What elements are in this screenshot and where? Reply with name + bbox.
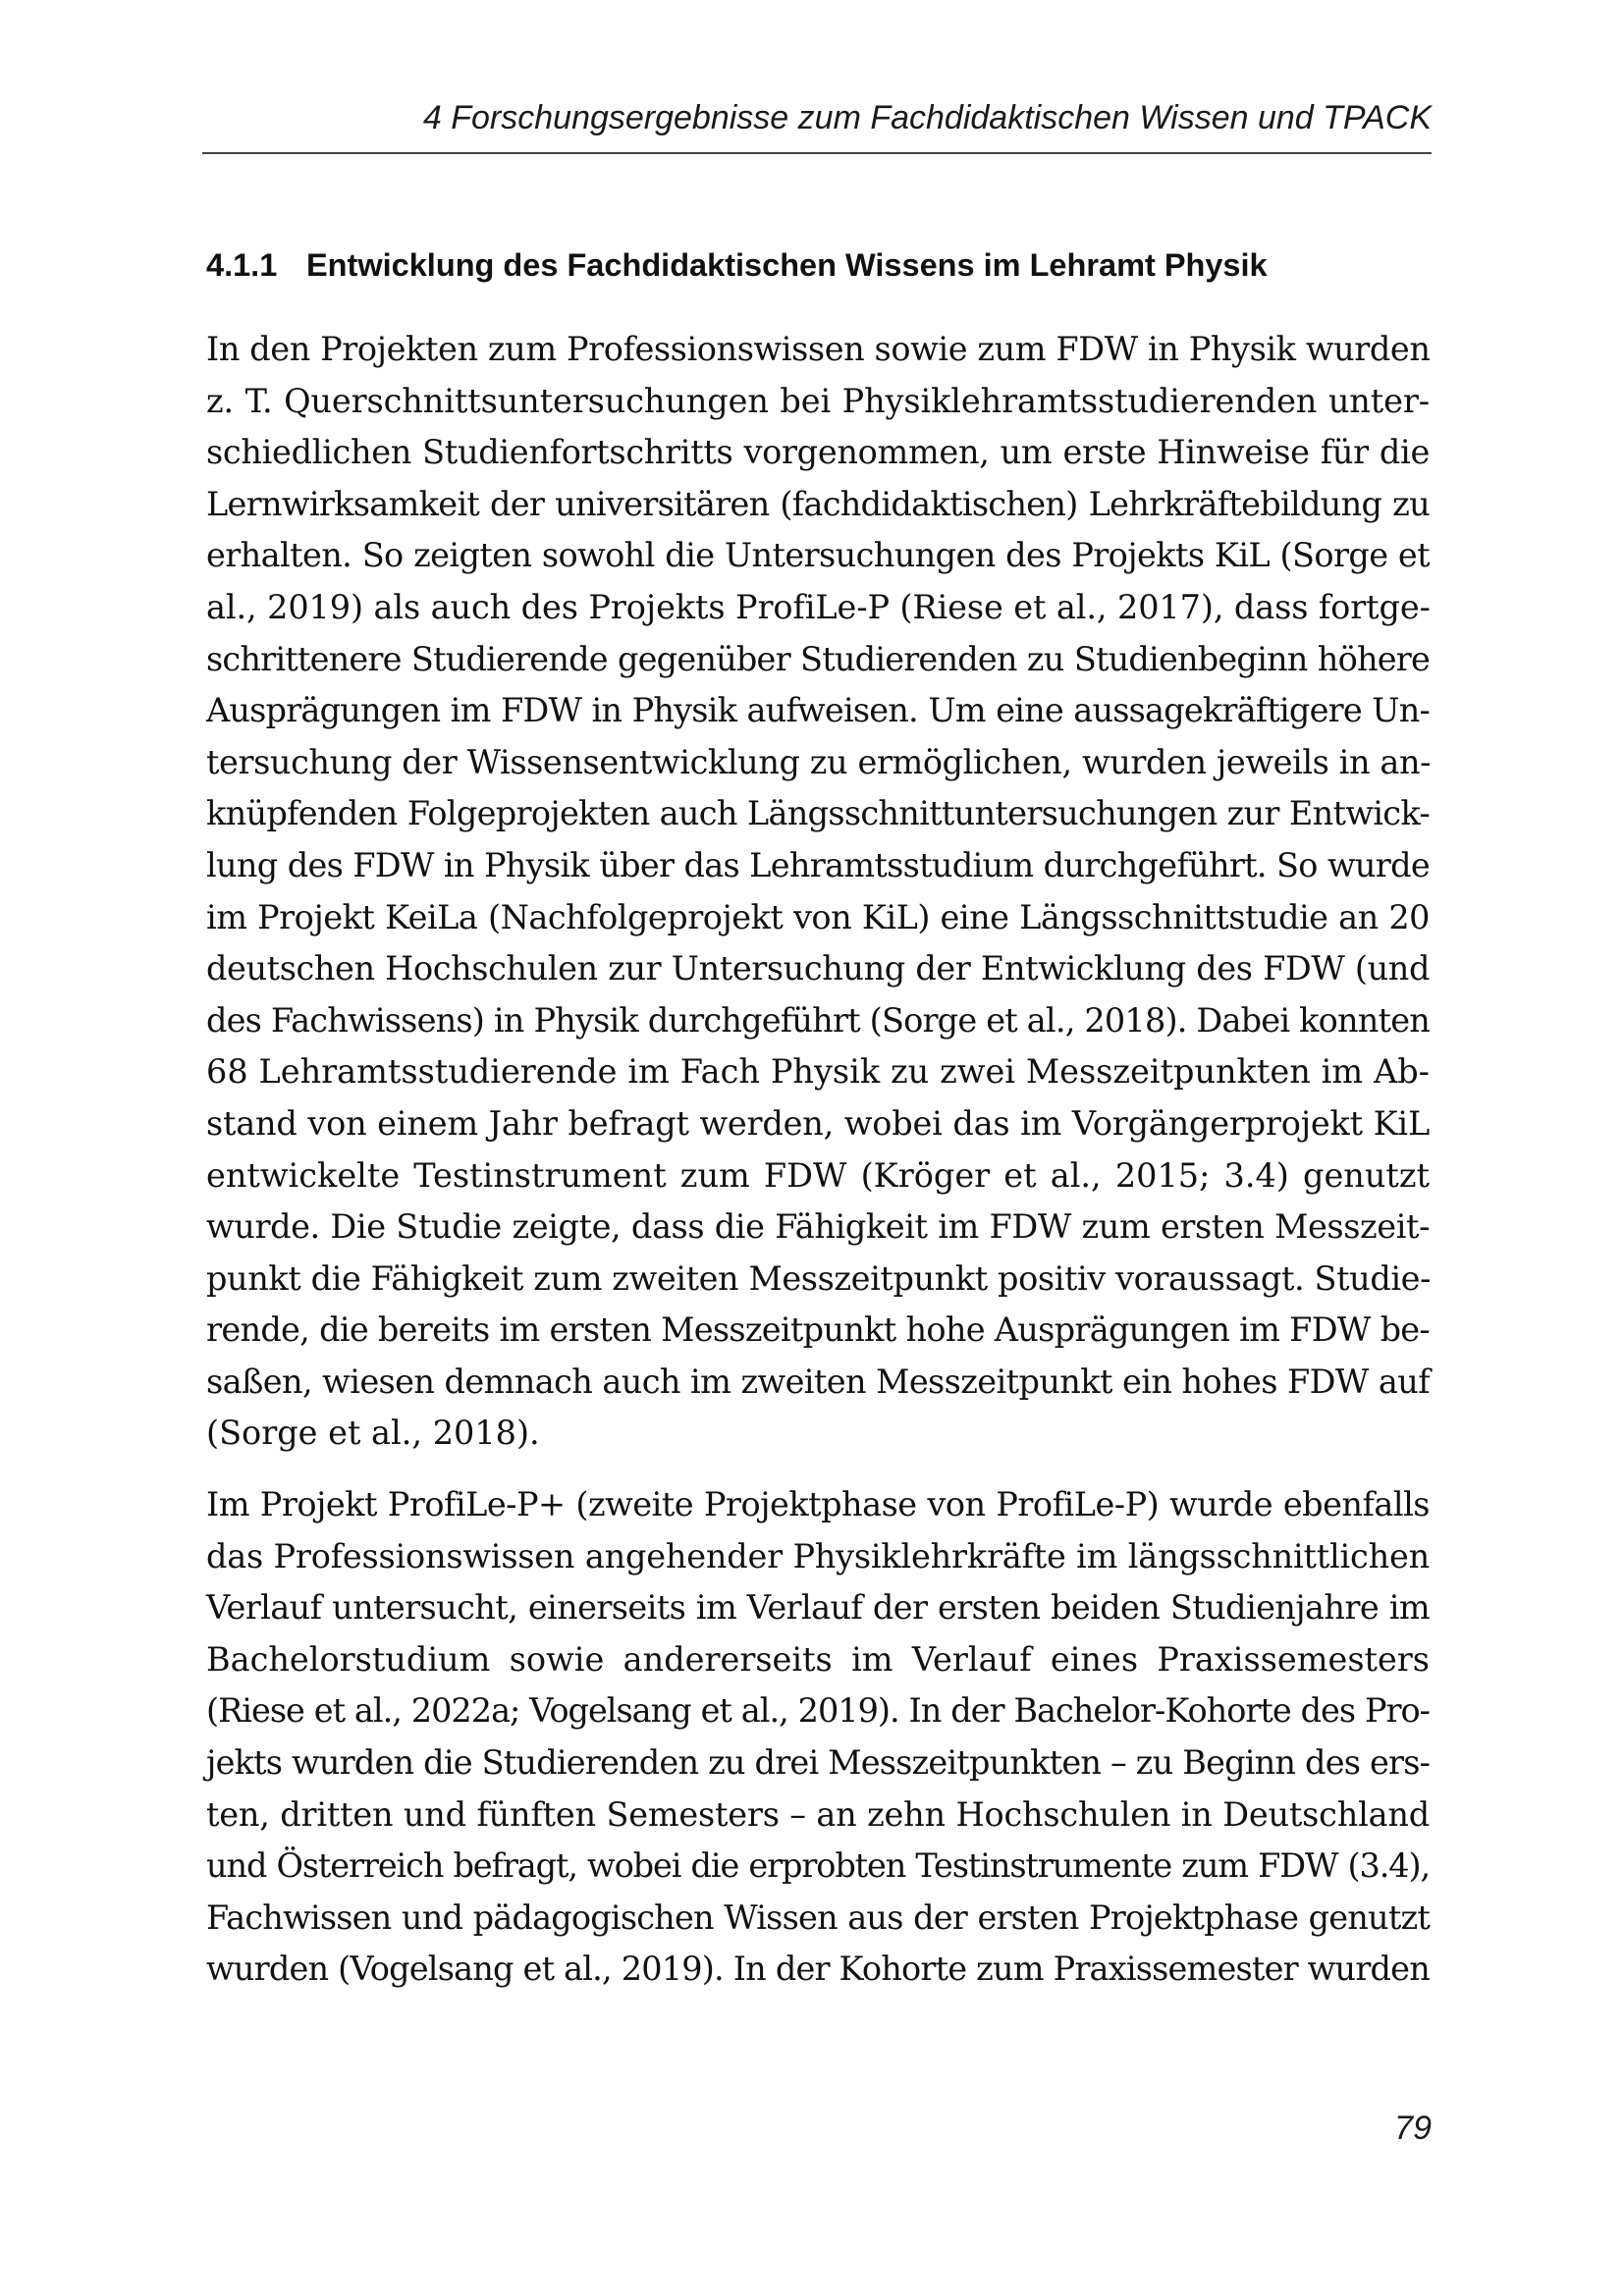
text-line: des Fachwissens) in Physik durchgeführt (Sorge et al., 2018). Dabei konnten	[206, 1000, 1430, 1040]
text-line: punkt die Fähigkeit zum zweiten Messzeitpunkt positiv voraussagt. Studie-	[206, 1258, 1432, 1298]
text-line: Ausprägungen im FDW in Physik aufweisen. Um eine aussagekräftigere Un-	[206, 691, 1430, 730]
text-line: schrittenere Studierende gegenüber Studierenden zu Studienbeginn höhere	[206, 639, 1430, 678]
text-line: Verlauf untersucht, einerseits im Verlauf der ersten beiden Studienjahre im	[206, 1588, 1430, 1628]
running-header: 4 Forschungsergebnisse zum Fachdidaktischen Wissen und TPACK	[422, 99, 1432, 136]
text-line: In den Projekten zum Professionswissen sowie zum FDW in Physik wurden	[206, 330, 1431, 368]
section-heading	[206, 243, 1432, 287]
text-line: das Professionswissen angehender Physiklehrkräfte im längsschnittlichen	[206, 1536, 1430, 1575]
text-line: (Riese et al., 2022a; Vogelsang et al., 2019). In der Bachelor-Kohorte des Pro-	[206, 1691, 1430, 1731]
text-line: jekts wurden die Studierenden zu drei Messzeitpunkten – zu Beginn des ers-	[206, 1743, 1431, 1783]
text-line: saßen, wiesen demnach auch im zweiten Messzeitpunkt ein hohes FDW auf	[206, 1362, 1430, 1401]
text-line: lung des FDW in Physik über das Lehramtsstudium durchgeführt. So wurde	[206, 845, 1430, 884]
text-line: stand von einem Jahr befragt werden, wobei das im Vorgängerprojekt KiL	[206, 1103, 1430, 1143]
text-line: entwickelte Testinstrument zum FDW (Kröger et al., 2015; 3.4) genutzt	[206, 1155, 1430, 1195]
text-line: 68 Lehramtsstudierende im Fach Physik zu zwei Messzeitpunkten im Ab-	[206, 1052, 1430, 1092]
text-line: erhalten. So zeigten sowohl die Untersuchungen des Projekts KiL (Sorge et	[206, 536, 1430, 575]
text-line: im Projekt KeiLa (Nachfolgeprojekt von KiL) eine Längsschnittstudie an 20	[206, 897, 1430, 936]
text-line: Im Projekt ProfiLe-P+ (zweite Projektphase von ProfiLe-P) wurde ebenfalls	[206, 1485, 1430, 1524]
text-line: Fachwissen und pädagogischen Wissen aus der ersten Projektphase genutzt	[206, 1897, 1430, 1937]
paragraph-2	[206, 1479, 1430, 1996]
header-rule	[202, 152, 1432, 154]
text-line: Lernwirksamkeit der universitären (fachdidaktischen) Lehrkräftebildung zu	[206, 484, 1430, 523]
body-text	[206, 324, 1430, 1996]
text-line: ten, dritten und fünften Semesters – an zehn Hochschulen in Deutschland	[206, 1794, 1430, 1834]
text-line: schiedlichen Studienfortschritts vorgenommen, um erste Hinweise für die	[206, 433, 1430, 472]
text-line: knüpfenden Folgeprojekten auch Längsschnittuntersuchungen zur Entwick-	[206, 794, 1430, 833]
paragraph-1	[206, 324, 1430, 1460]
section-title: Entwicklung des Fachdidaktischen Wissens im Lehramt Physik	[306, 247, 1268, 283]
section-number: 4.1.1	[206, 247, 278, 283]
text-line: al., 2019) als auch des Projekts ProfiLe-P (Riese et al., 2017), dass fortge-	[206, 587, 1431, 626]
text-line: rende, die bereits im ersten Messzeitpunkt hohe Ausprägungen im FDW be-	[206, 1310, 1431, 1350]
text-line: deutschen Hochschulen zur Untersuchung der Entwicklung des FDW (und	[206, 949, 1430, 988]
text-line: und Österreich befragt, wobei die erprobten Testinstrumente zum FDW (3.4),	[206, 1846, 1430, 1886]
text-line: z. T. Querschnittsuntersuchungen bei Physiklehramtsstudierenden unter-	[206, 381, 1430, 420]
text-line: tersuchung der Wissensentwicklung zu ermöglichen, wurden jeweils in an-	[206, 742, 1432, 781]
text-line: wurde. Die Studie zeigte, dass die Fähigkeit im FDW zum ersten Messzeit-	[206, 1207, 1430, 1247]
paragraph-gap	[206, 1460, 1430, 1479]
text-line: (Sorge et al., 2018).	[206, 1414, 540, 1453]
page-number: 79	[1394, 2109, 1432, 2147]
text-line: wurden (Vogelsang et al., 2019). In der Kohorte zum Praxissemester wurden	[206, 1949, 1430, 1989]
text-line: Bachelorstudium sowie andererseits im Verlauf eines Praxissemesters	[206, 1639, 1430, 1679]
